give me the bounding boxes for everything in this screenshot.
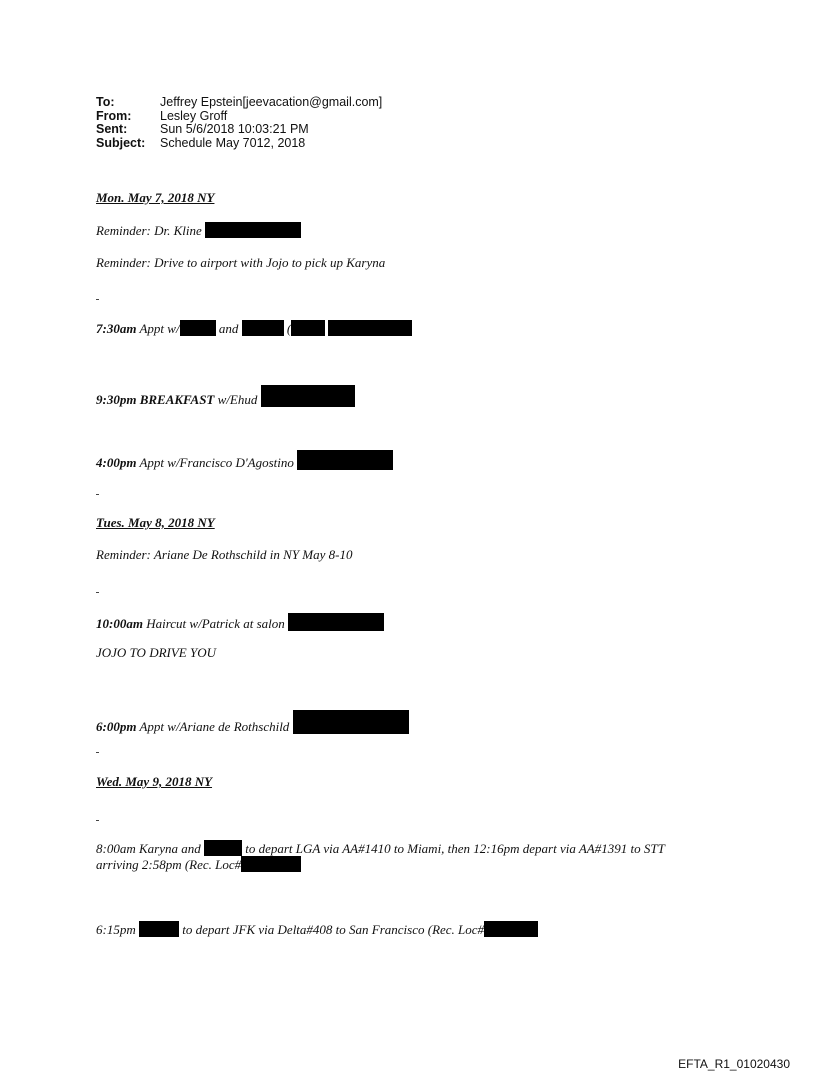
redaction-block xyxy=(241,856,301,872)
separator-dash xyxy=(96,592,99,593)
redaction-block xyxy=(180,320,216,336)
subject-value: Schedule May 7012, 2018 xyxy=(160,135,306,150)
event-text: 6:15pm xyxy=(96,922,139,937)
sent-row xyxy=(96,123,382,137)
event-text: and xyxy=(215,321,242,336)
event-text: ( xyxy=(283,321,292,336)
event-time: 4:00pm xyxy=(96,455,137,470)
to-label: To: xyxy=(96,95,115,109)
redaction-block xyxy=(288,613,384,631)
redaction-block xyxy=(204,840,242,856)
event-appt-600 xyxy=(96,710,409,734)
sent-value: Sun 5/6/2018 10:03:21 PM xyxy=(160,122,309,136)
event-flight-sfo xyxy=(96,921,538,937)
event-breakfast xyxy=(96,385,355,407)
driver-note: JOJO TO DRIVE YOU xyxy=(96,645,216,660)
document-id: EFTA_R1_01020430 xyxy=(678,1057,790,1071)
event-haircut xyxy=(96,613,384,631)
event-time: 9:30pm xyxy=(96,392,137,407)
redaction-block xyxy=(328,320,412,336)
event-text: to depart LGA via AA#1410 to Miami, then 12:16pm depart via AA#1391 to STT xyxy=(241,841,665,856)
event-title: BREAKFAST xyxy=(136,392,215,407)
event-time: 10:00am xyxy=(96,616,143,631)
event-text: 8:00am Karyna and xyxy=(96,841,204,856)
event-text: Appt w/ xyxy=(136,321,180,336)
event-text: w/Ehud xyxy=(214,392,261,407)
event-time: 6:00pm xyxy=(96,719,137,734)
from-label: From: xyxy=(96,108,132,123)
day-heading-mon: Mon. May 7, 2018 NY xyxy=(96,190,215,205)
reminder-dr-kline xyxy=(96,222,301,238)
separator-dash xyxy=(96,299,99,300)
event-time: 7:30am xyxy=(96,321,137,336)
event-text: arriving 2:58pm (Rec. Loc# xyxy=(96,857,242,872)
reminder-airport: Reminder: Drive to airport with Jojo to pick up Karyna xyxy=(96,255,386,270)
redaction-block xyxy=(139,921,179,937)
redaction-block xyxy=(484,921,538,937)
from-row xyxy=(96,110,382,124)
separator-dash xyxy=(96,494,99,495)
subject-row xyxy=(96,137,382,151)
event-text: to depart JFK via Delta#408 to San Francisco (Rec. Loc# xyxy=(178,922,485,937)
reminder-text: Reminder: Dr. Kline xyxy=(96,223,202,238)
event-text: Appt w/Francisco D'Agostino xyxy=(136,455,298,470)
separator-dash xyxy=(96,752,99,753)
from-value: Lesley Groff xyxy=(160,108,228,123)
event-text: Appt w/Ariane de Rothschild xyxy=(136,719,293,734)
event-flight-stt-cont xyxy=(96,856,301,872)
subject-label: Subject: xyxy=(96,135,146,150)
redaction-block xyxy=(261,385,355,407)
separator-dash xyxy=(96,820,99,821)
redaction-block xyxy=(297,450,393,470)
day-heading-wed: Wed. May 9, 2018 NY xyxy=(96,774,213,789)
to-row xyxy=(96,96,382,110)
to-value: Jeffrey Epstein[jeevacation@gmail.com] xyxy=(160,95,383,109)
event-text: Haircut w/Patrick at salon xyxy=(142,616,288,631)
event-appt-730 xyxy=(96,320,412,336)
redaction-block xyxy=(293,710,409,734)
email-header xyxy=(96,96,382,150)
redaction-block xyxy=(291,320,325,336)
reminder-rothschild: Reminder: Ariane De Rothschild in NY May 8-10 xyxy=(96,547,353,562)
day-heading-tue: Tues. May 8, 2018 NY xyxy=(96,515,215,530)
redaction-block xyxy=(205,222,301,238)
event-appt-400 xyxy=(96,450,393,470)
event-flight-stt xyxy=(96,840,665,856)
redaction-block xyxy=(242,320,284,336)
sent-label: Sent: xyxy=(96,122,128,136)
